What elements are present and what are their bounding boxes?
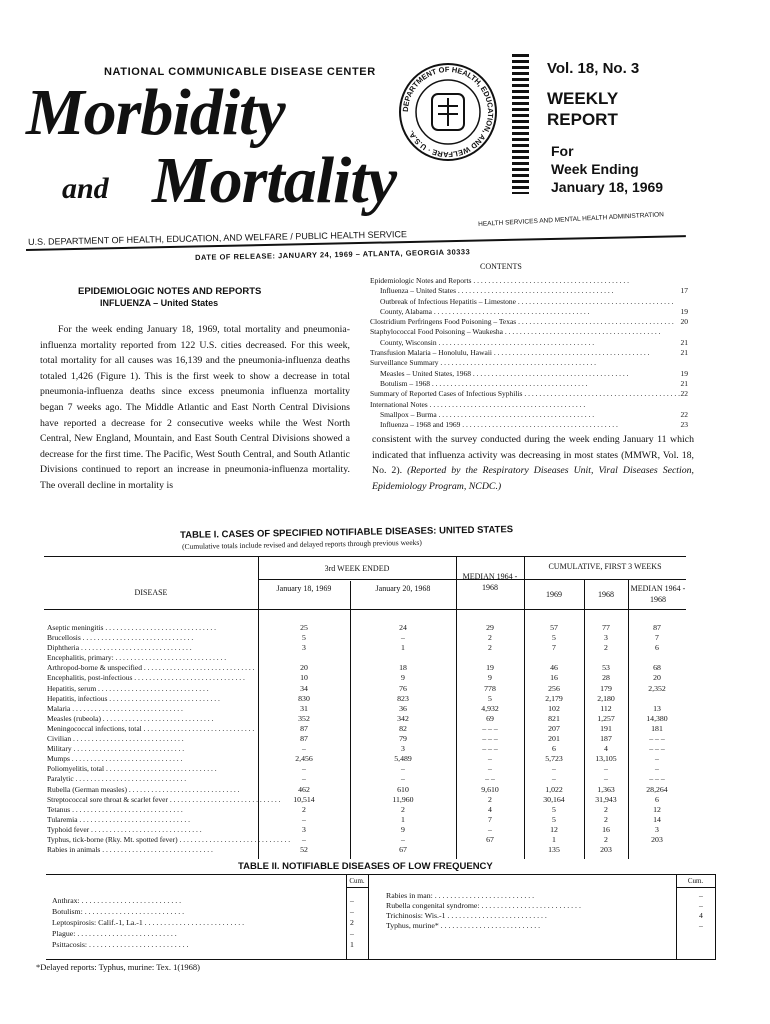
week-group-header: 3rd WEEK ENDED: [324, 564, 390, 573]
table1-cell: 16: [602, 824, 610, 834]
table2-row: [52, 895, 362, 906]
table1-cell: [628, 845, 686, 855]
table1-cell: 203: [651, 834, 663, 844]
table1-cell: 5: [302, 633, 306, 643]
footnote: *Delayed reports: Typhus, murine: Tex. 1(1968): [36, 962, 200, 972]
contents-item-label: Measles – United States, 1968 . . .: [370, 369, 629, 379]
table2-value: –: [699, 891, 703, 900]
table2-title: TABLE II. NOTIFIABLE DISEASES OF LOW FREQUENCY: [238, 861, 493, 872]
disease-name: Rabies in animals . . . . . . . . . . . . . . . . . . . . . . . . . . . . . .: [47, 845, 213, 855]
disease-name: Mumps . . . . . . . . . . . . . . . . . . . . . . . . . . . . . .: [47, 754, 183, 764]
report-label: REPORT: [547, 110, 618, 129]
table1-cell: [584, 653, 628, 663]
table1-cell: –: [302, 814, 306, 824]
table1-cell: [456, 845, 524, 855]
table1-cell: 5: [552, 814, 556, 824]
table1-cell: – – –: [482, 734, 498, 744]
table1-cell: –: [655, 764, 659, 774]
contents-item: [370, 327, 688, 337]
contents-item: [370, 389, 688, 399]
col-median-header: MEDIAN 1964 - 1968: [462, 572, 518, 592]
table1-cell: 2: [488, 794, 492, 804]
table2-value: –: [350, 929, 354, 938]
table1-cell: 68: [653, 663, 661, 673]
col-cummedian: [628, 623, 686, 855]
disease-name: Civilian . . . . . . . . . . . . . . . . . . . . . . . . . . . . . .: [47, 734, 184, 744]
table1-cell: 19: [486, 663, 494, 673]
table2-label: Botulism: . . . . . . . . . . . . . . . . . . . . . . . . . .: [52, 907, 185, 916]
col-cum1968-header: 1968: [598, 590, 614, 599]
table1-cell: 191: [600, 723, 612, 733]
table1-cell: 203: [600, 845, 612, 855]
table1-cell: 1: [552, 834, 556, 844]
table1-cell: 830: [298, 693, 310, 703]
table1-cell: 256: [548, 683, 560, 693]
title-morbidity: Morbidity: [26, 76, 285, 149]
table1-cell: 4,932: [481, 703, 499, 713]
table1-cell: 187: [600, 734, 612, 744]
table1-cell: 112: [600, 703, 612, 713]
volume-number: Vol. 18, No. 3: [547, 60, 640, 77]
table1-cell: 53: [602, 663, 610, 673]
table1-cell: [350, 653, 456, 663]
col-median: [456, 623, 524, 855]
table1-cell: 12: [550, 824, 558, 834]
table1-cell: 20: [300, 663, 308, 673]
table1-title: TABLE I. CASES OF SPECIFIED NOTIFIABLE DISEASES: UNITED STATES: [180, 524, 514, 541]
title-mortality: Mortality: [152, 144, 397, 217]
table1-cell: 14: [653, 814, 661, 824]
table1-cell: 1,257: [597, 713, 615, 723]
table2-divider: [368, 875, 369, 959]
contents-item-label: Influenza – United States . . .: [370, 286, 614, 296]
table1-cell: 2,179: [545, 693, 563, 703]
table1-cell: –: [401, 774, 405, 784]
col-cum1969-header: 1969: [546, 590, 562, 599]
contents-item: [370, 348, 688, 358]
table1-cell: 52: [300, 845, 308, 855]
table1-cell: 31,943: [595, 794, 617, 804]
contents-item-page: 19: [680, 368, 688, 378]
table1-cell: [456, 653, 524, 663]
table1-cell: 2: [604, 814, 608, 824]
table1-cell: 7: [552, 643, 556, 653]
table2-label: Plague: . . . . . . . . . . . . . . . . . . . . . . . . . .: [52, 929, 177, 938]
table1-cell: –: [302, 744, 306, 754]
contents-item-page: 20: [680, 317, 688, 327]
table1-cell: 201: [548, 734, 560, 744]
table1-cell: – –: [485, 774, 495, 784]
title-and: and: [62, 172, 109, 205]
table1-cell: 57: [550, 623, 558, 632]
contents-item: [370, 358, 688, 368]
section-heading: EPIDEMIOLOGIC NOTES AND REPORTS: [78, 286, 262, 297]
contents-item-label: Transfusion Malaria – Honolulu, Hawaii . . .: [370, 348, 650, 358]
table1-cell: 30,164: [543, 794, 565, 804]
contents-item: [370, 317, 688, 327]
contents-item: [370, 338, 688, 348]
table1-cell: 46: [550, 663, 558, 673]
table1-cell: 1,022: [545, 784, 563, 794]
table1-cell: 610: [397, 784, 409, 794]
table1-cell: 10: [300, 673, 308, 683]
contents-item-label: Outbreak of Infectious Hepatitis – Limestone . . .: [370, 297, 674, 307]
contents-item: [370, 276, 688, 286]
contents-item-page: 22: [680, 409, 688, 419]
table1-cell: 6: [655, 643, 659, 653]
for-label: For: [551, 143, 574, 159]
contents-item-label: County, Wisconsin . . .: [370, 338, 594, 348]
table1-cell: 3: [604, 633, 608, 643]
article-subheading: INFLUENZA – United States: [100, 298, 219, 308]
disease-name: Streptococcal sore throat & scarlet fever . . . . . . . . . . . . . . . . . . . . . . . . . . . . . .: [47, 794, 281, 804]
table1-cell: 20: [653, 673, 661, 683]
table1-cell: 16: [550, 673, 558, 683]
table1-cell: [628, 653, 686, 663]
week-ending-date: January 18, 1969: [551, 179, 664, 195]
table1-cell: –: [401, 633, 405, 643]
table1-cell: 87: [653, 623, 661, 632]
table1-cell: –: [552, 764, 556, 774]
disease-header: DISEASE: [134, 588, 168, 597]
table2-rule: [346, 887, 368, 888]
table1-cell: 28: [602, 673, 610, 683]
table1-cell: 2: [302, 804, 306, 814]
table1-cell: 1: [401, 643, 405, 653]
table2-label: Typhus, murine* . . . . . . . . . . . . . . . . . . . . . . . . . .: [386, 921, 541, 930]
table1-cell: – – –: [482, 744, 498, 754]
table1-cell: 4: [604, 744, 608, 754]
table1-cell: 18: [399, 663, 407, 673]
disease-name: Diphtheria . . . . . . . . . . . . . . . . . . . . . . . . . . . . . .: [47, 643, 192, 653]
week-ending-label: Week Ending: [551, 161, 639, 177]
table1-cell: 5: [552, 804, 556, 814]
table1-cell: 36: [399, 703, 407, 713]
table1-cell: 25: [300, 623, 308, 632]
disease-name: Encephalitis, post-infectious . . . . . . . . . . . . . . . . . . . . . . . . . . . . . .: [47, 673, 245, 683]
release-date: DATE OF RELEASE: JANUARY 24, 1969 – ATLANTA, GEORGIA 30333: [195, 247, 471, 262]
disease-name: Brucellosis . . . . . . . . . . . . . . . . . . . . . . . . . . . . . .: [47, 633, 194, 643]
table1-cell: 34: [300, 683, 308, 693]
table1-cell: 87: [300, 723, 308, 733]
hsmha-label: HEALTH SERVICES AND MENTAL HEALTH ADMINISTRATION: [478, 211, 665, 228]
table2-row: [386, 891, 711, 901]
table1-cell: – – –: [649, 734, 665, 744]
disease-name: Hepatitis, infectious . . . . . . . . . . . . . . . . . . . . . . . . . . . . . .: [47, 693, 220, 703]
cum-group-header: CUMULATIVE, FIRST 3 WEEKS: [548, 562, 662, 571]
table1-cell: 9: [488, 673, 492, 683]
disease-name: Encephalitis, primary: . . . . . . . . . . . . . . . . . . . . . . . . . . . . . .: [47, 653, 227, 663]
table1-cell: 6: [655, 794, 659, 804]
table1-cell: 5: [488, 693, 492, 703]
table1-cell: 181: [651, 723, 663, 733]
contents-item: [370, 410, 688, 420]
agency-name: NATIONAL COMMUNICABLE DISEASE CENTER: [104, 66, 376, 78]
table2-row: [386, 921, 711, 931]
table1-cell: 28,264: [646, 784, 668, 794]
contents-title: CONTENTS: [480, 262, 522, 271]
contents-item-label: County, Alabama . . .: [370, 307, 590, 317]
table2-label: Rabies in man: . . . . . . . . . . . . . . . . . . . . . . . . . .: [386, 891, 535, 900]
table2-value: –: [699, 921, 703, 930]
table1-cell: 5,489: [394, 754, 412, 764]
disease-name: Poliomyelitis, total . . . . . . . . . . . . . . . . . . . . . . . . . . . . . .: [47, 764, 217, 774]
table2-row: [386, 911, 711, 921]
contents-item-page: 21: [680, 378, 688, 388]
table1-cell: 3: [302, 824, 306, 834]
table1-cell: 13: [653, 703, 661, 713]
table1-cell: 9,610: [481, 784, 499, 794]
disease-name: Measles (rubeola) . . . . . . . . . . . . . . . . . . . . . . . . . . . . . .: [47, 713, 214, 723]
contents-item-label: Botulism – 1968 . . .: [370, 379, 588, 389]
table1-cell: 4: [488, 804, 492, 814]
contents-item-page: 22: [680, 389, 688, 399]
contents-item-label: International Notes . . .: [370, 400, 585, 410]
table1-cell: 207: [548, 723, 560, 733]
table1-cell: 2: [604, 834, 608, 844]
disease-name: Arthropod-borne & unspecified . . . . . . . . . . . . . . . . . . . . . . . . . . . . . .: [47, 663, 255, 673]
table1-cell: 2,180: [597, 693, 615, 703]
table2-value: 2: [350, 918, 354, 927]
table1-cell: – – –: [482, 723, 498, 733]
contents-item-page: 17: [680, 286, 688, 296]
table2-value: –: [350, 896, 354, 905]
table1-cell: 135: [548, 845, 560, 855]
contents-item: [370, 369, 688, 379]
table1-cell: 77: [602, 623, 610, 632]
table1-cell: 1: [401, 814, 405, 824]
table1: [44, 556, 686, 857]
table1-cell: 3: [401, 744, 405, 754]
contents-item: [370, 286, 688, 296]
col-jan18: [258, 623, 350, 855]
table1-cell: 7: [488, 814, 492, 824]
col-cum1969: [524, 623, 584, 855]
table1-cell: 2,352: [648, 683, 666, 693]
table1-cell: 821: [548, 713, 560, 723]
table1-cell: 3: [302, 643, 306, 653]
table1-cell: 5,723: [545, 754, 563, 764]
contents-item-label: Influenza – 1968 and 1969 . . .: [370, 420, 618, 430]
col-cummedian-header: MEDIAN 1964 - 1968: [630, 584, 686, 604]
table2-row: [52, 928, 362, 939]
table1-cell: 87: [300, 734, 308, 744]
table2-label: Trichinosis: Wis.-1 . . . . . . . . . . . . . . . . . . . . . . . . . .: [386, 911, 547, 920]
col-jan20: [350, 623, 456, 855]
col-jan18-header: January 18, 1969: [276, 584, 332, 593]
table2-row: [52, 939, 362, 950]
table1-cell: 2,456: [295, 754, 313, 764]
table2-rule: [676, 887, 715, 888]
table1-cell: –: [604, 764, 608, 774]
disease-list: [47, 623, 291, 855]
table1-cell: 69: [486, 713, 494, 723]
table1-cell: 2: [488, 643, 492, 653]
contents-item-page: 21: [680, 337, 688, 347]
col-cum1968: [584, 623, 628, 855]
table1-cell: –: [488, 824, 492, 834]
table1-cell: 5: [552, 633, 556, 643]
table1-cell: 179: [600, 683, 612, 693]
contents-item: [370, 400, 688, 410]
table2-divider: [715, 875, 716, 959]
table1-cell: 31: [300, 703, 308, 713]
table1-cell: 79: [399, 734, 407, 744]
table1-cell: 7: [655, 633, 659, 643]
table2-value: 1: [350, 940, 354, 949]
disease-name: Rubella (German measles) . . . . . . . . . . . . . . . . . . . . . . . . . . . . . .: [47, 784, 240, 794]
contents-item-label: Surveillance Summary . . .: [370, 358, 596, 368]
table1-cell: 82: [399, 723, 407, 733]
disease-name: Tularemia . . . . . . . . . . . . . . . . . . . . . . . . . . . . . .: [47, 814, 191, 824]
table2-value: 4: [699, 911, 703, 920]
table1-cell: –: [552, 774, 556, 784]
table1-cell: 67: [399, 845, 407, 855]
table1-cell: 823: [397, 693, 409, 703]
table1-cell: 2: [604, 643, 608, 653]
disease-name: Malaria . . . . . . . . . . . . . . . . . . . . . . . . . . . . . .: [47, 703, 183, 713]
table2: [46, 874, 716, 960]
contents-item: [370, 420, 688, 430]
table1-cell: –: [401, 764, 405, 774]
table2-label: Rubella congenital syndrome: . . . . . . . . . . . . . . . . . . . . . . . . . .: [386, 901, 581, 910]
attribution: (Reported by the Respiratory Diseases Unit, Viral Diseases Section, Epidemiology Program, NCDC.): [372, 465, 695, 492]
table2-label: Psittacosis: . . . . . . . . . . . . . . . . . . . . . . . . . .: [52, 940, 189, 949]
disease-name: Tetanus . . . . . . . . . . . . . . . . . . . . . . . . . . . . . .: [47, 804, 183, 814]
table1-cell: –: [302, 764, 306, 774]
table1-cell: –: [302, 774, 306, 784]
table1-cell: 2: [401, 804, 405, 814]
table1-rule: [44, 609, 686, 610]
weekly-label: WEEKLY: [547, 89, 619, 108]
contents-item-label: Epidemiologic Notes and Reports . . .: [370, 276, 629, 286]
table1-cell: 14,380: [646, 713, 668, 723]
hew-seal-icon: [398, 62, 498, 162]
table1-cell: 778: [484, 683, 496, 693]
table1-cell: –: [488, 764, 492, 774]
disease-name: Typhus, tick-borne (Rky. Mt. spotted fever) . . . . . . . . . . . . . . . . . . . . . . . . . . . . . .: [47, 834, 291, 844]
table2-row: [52, 906, 362, 917]
table1-cell: – – –: [649, 744, 665, 754]
table1-cell: –: [488, 754, 492, 764]
table1-cell: – – –: [649, 774, 665, 784]
table1-cell: [628, 694, 686, 704]
contents-item-label: Smallpox – Burma . . .: [370, 410, 594, 420]
table2-cum-header: Cum.: [349, 877, 365, 885]
disease-name: Hepatitis, serum . . . . . . . . . . . . . . . . . . . . . . . . . . . . . .: [47, 683, 209, 693]
contents-item: [370, 297, 688, 307]
contents-item-page: 19: [680, 306, 688, 316]
disease-name: Meningococcal infections, total . . . . . . . . . . . . . . . . . . . . . . . . . . . . . .: [47, 723, 255, 733]
table1-subtitle: (Cumulative totals include revised and delayed reports through previous weeks): [182, 537, 422, 551]
table1-cell: 9: [401, 673, 405, 683]
table2-right-list: [386, 891, 711, 931]
disease-name: Aseptic meningitis . . . . . . . . . . . . . . . . . . . . . . . . . . . . . .: [47, 623, 216, 632]
article-continuation: [372, 432, 694, 494]
table1-cell: 11,960: [392, 794, 414, 804]
table1-cell: 462: [298, 784, 310, 794]
seal-text: DEPARTMENT OF HEALTH, EDUCATION, AND WELFARE · U.S.A.: [400, 64, 496, 160]
contents-list: [370, 276, 688, 430]
weekly-report-label: [547, 88, 627, 130]
table1-cell: –: [401, 834, 405, 844]
table2-left-list: [52, 895, 362, 950]
barcode-strip: [512, 54, 529, 194]
table1-cell: [524, 653, 584, 663]
disease-name: Typhoid fever . . . . . . . . . . . . . . . . . . . . . . . . . . . . . .: [47, 824, 202, 834]
table1-cell: 67: [486, 834, 494, 844]
contents-item-page: 23: [680, 420, 688, 430]
table2-value: –: [699, 901, 703, 910]
table1-cell: 1,363: [597, 784, 615, 794]
contents-item-label: Clostridium Perfringens Food Poisoning – Texas . . .: [370, 317, 674, 327]
table1-cell: 9: [401, 824, 405, 834]
col-jan20-header: January 20, 1968: [375, 584, 431, 593]
disease-name: Paralytic . . . . . . . . . . . . . . . . . . . . . . . . . . . . . .: [47, 774, 187, 784]
table1-cell: 6: [552, 744, 556, 754]
table1-cell: 29: [486, 623, 494, 632]
table2-value: –: [350, 907, 354, 916]
table1-cell: 3: [655, 824, 659, 834]
table2-label: Anthrax: . . . . . . . . . . . . . . . . . . . . . . . . . .: [52, 896, 182, 905]
table1-cell: 10,514: [293, 794, 315, 804]
contents-item: [370, 307, 688, 317]
contents-item-page: 21: [680, 348, 688, 358]
table1-cell: –: [655, 754, 659, 764]
table1-cell: –: [302, 834, 306, 844]
contents-item-label: Staphylococcal Food Poisoning – Waukesha . . .: [370, 327, 661, 337]
department-line: U.S. DEPARTMENT OF HEALTH, EDUCATION, AND WELFARE / PUBLIC HEALTH SERVICE: [28, 229, 408, 247]
table1-cell: 102: [548, 703, 560, 713]
table1-cell: 76: [399, 683, 407, 693]
contents-item: [370, 379, 688, 389]
article-body: For the week ending January 18, 1969, total mortality and pneumonia-influenza mortality reported from 122 U.S. cities decreased. For this week, total mortality for all causes was 16,139 and the pneumonia-influenza deaths totaled 1,426 (Figure 1). This is the first week to show a decrease in total pneumonia-influenza deaths since excess pneumonia influenza mortality began 7 weeks ago. The Middle Atlantic and East North Central Divisions have reported a decrease for 2 consecutive weeks while the West North Central, New England, Mountain, and East South Central Divisions showed a decrease for the first time. The Pacific, West South Central, and South Atlantic Divisions continued to report an increase in pneumonia-influenza mortality. The overall decline in mortality is: [40, 324, 350, 491]
table2-row: [52, 917, 362, 928]
table1-cell: 12: [653, 804, 661, 814]
table1-cell: 13,105: [595, 754, 617, 764]
continuation-text: consistent with the survey conducted during the week ending January 11 which indicated that influenza activity was decreasing in most states (MMWR, Vol. 18, No. 2).: [372, 434, 694, 477]
table1-cell: 2: [488, 633, 492, 643]
table2-cum-header: Cum.: [687, 877, 704, 885]
contents-item-label: Summary of Reported Cases of Infectious Syphilis . . .: [370, 389, 680, 399]
table1-cell: 342: [397, 713, 409, 723]
table2-label: Leptospirosis: Calif.-1, La.-1 . . . . . . . . . . . . . . . . . . . . . . . . . .: [52, 918, 245, 927]
disease-name: Military . . . . . . . . . . . . . . . . . . . . . . . . . . . . . .: [47, 744, 185, 754]
table2-row: [386, 901, 711, 911]
table1-cell: [258, 653, 350, 663]
week-ending-block: [551, 142, 691, 196]
table1-cell: 352: [298, 713, 310, 723]
table1-cell: 2: [604, 804, 608, 814]
table1-cell: –: [604, 774, 608, 784]
table1-cell: 24: [399, 623, 407, 632]
